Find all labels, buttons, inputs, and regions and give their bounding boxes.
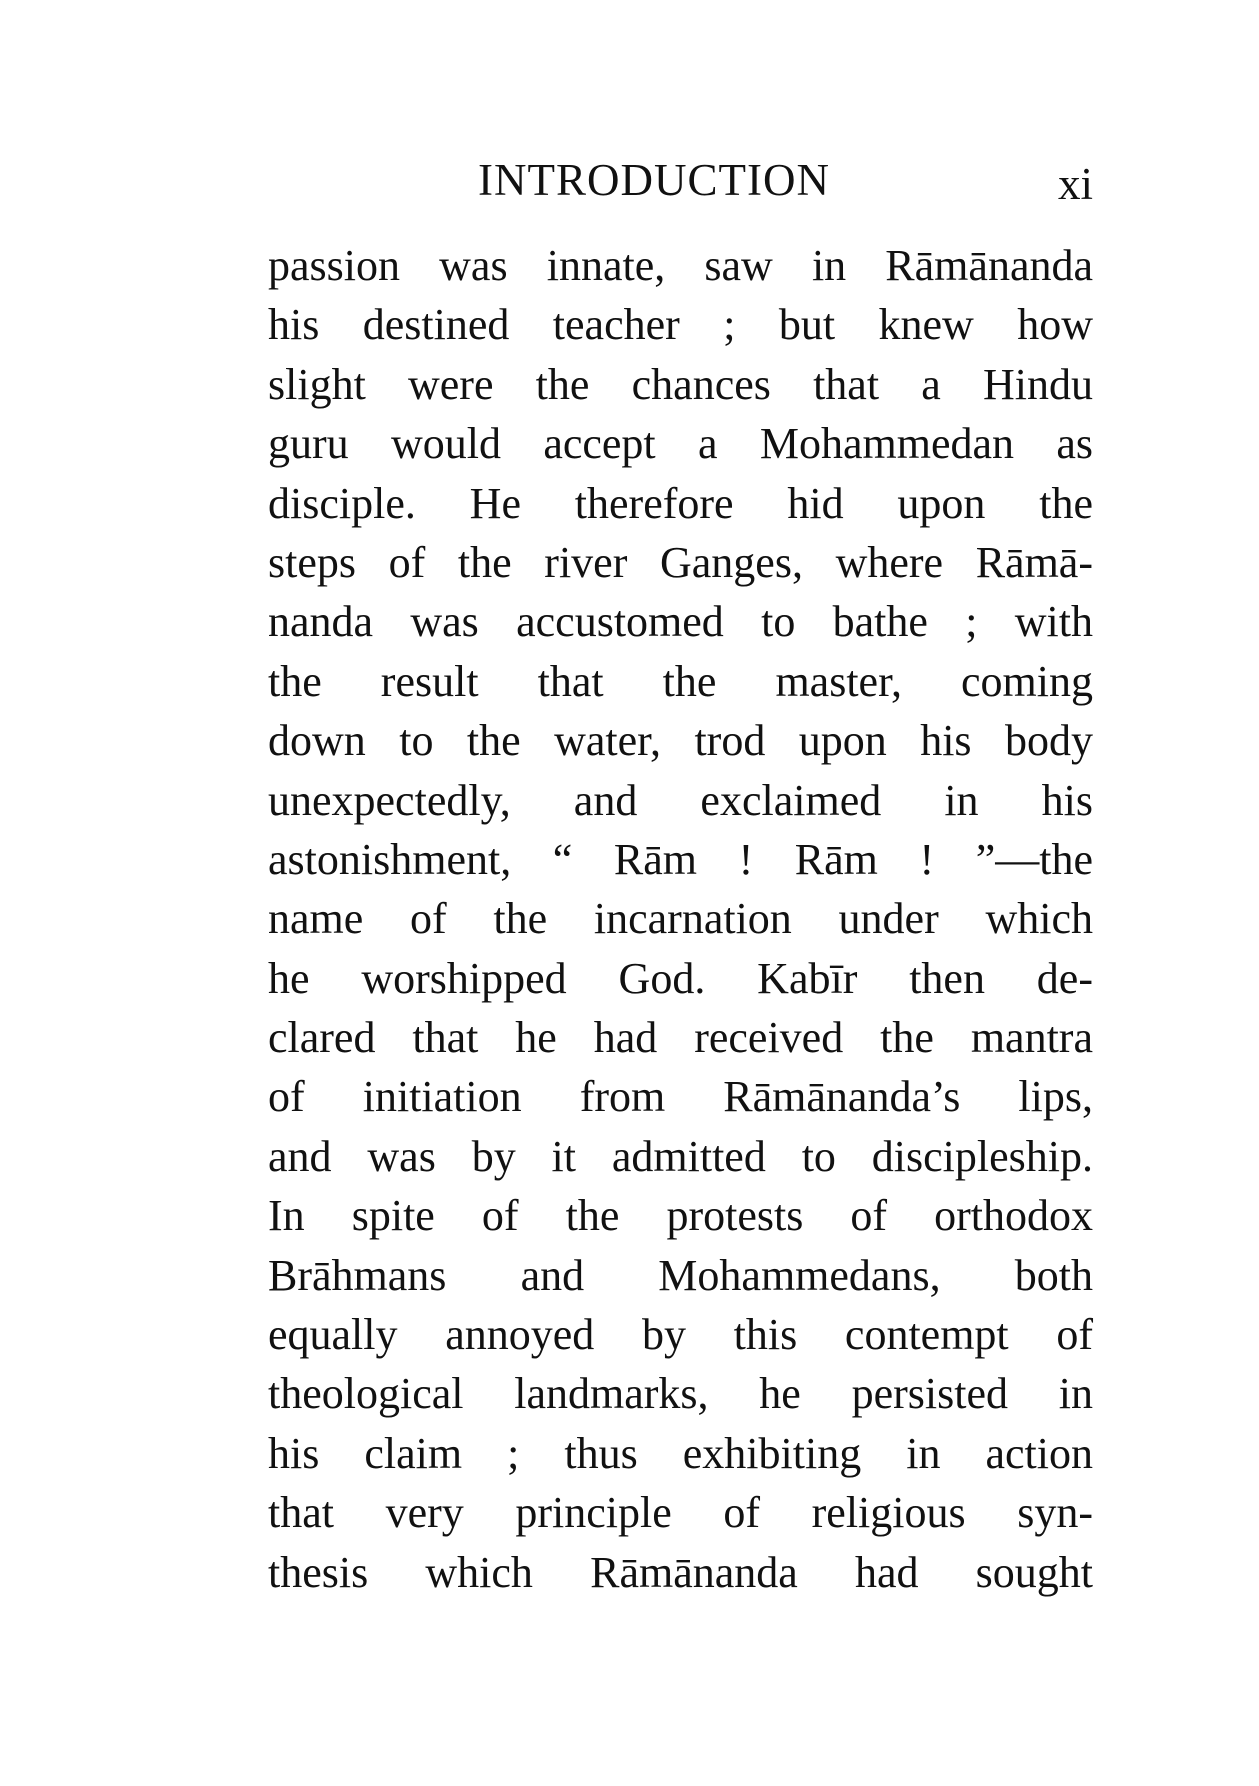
text-line: unexpectedly, and exclaimed in his — [268, 775, 1093, 825]
running-head — [268, 150, 1093, 210]
text-line: passion was innate, saw in Rāmānanda — [268, 241, 1093, 290]
text-line: disciple. He therefore hid upon the — [268, 478, 1093, 528]
text-line: that very principle of religious syn- — [268, 1488, 1093, 1538]
text-line: theological landmarks, he persisted in — [268, 1369, 1093, 1419]
text-line: astonishment, “ Rām ! Rām ! ”—the — [268, 834, 1093, 884]
page-number: xi — [1057, 159, 1093, 209]
running-title: INTRODUCTION — [478, 155, 830, 205]
text-line: guru would accept a Mohammedan as — [268, 419, 1093, 469]
text-line: and was by it admitted to discipleship. — [268, 1131, 1093, 1181]
text-line: Brāhmans and Mohammedans, both — [268, 1250, 1093, 1300]
text-line: In spite of the protests of orthodox — [268, 1191, 1093, 1241]
text-line: slight were the chances that a Hindu — [268, 359, 1093, 409]
text-line: his claim ; thus exhibiting in action — [268, 1428, 1093, 1478]
text-line: equally annoyed by this contempt of — [268, 1310, 1093, 1360]
text-line: the result that the master, coming — [268, 656, 1093, 706]
text-line: down to the water, trod upon his body — [268, 716, 1093, 766]
text-line: steps of the river Ganges, where Rāmā- — [268, 537, 1093, 587]
text-line: he worshipped God. Kabīr then de- — [268, 953, 1093, 1003]
text-line: clared that he had received the mantra — [268, 1013, 1093, 1063]
text-line: of initiation from Rāmānanda’s lips, — [268, 1072, 1093, 1122]
body-text — [268, 236, 1093, 1602]
text-line: nanda was accustomed to bathe ; with — [268, 597, 1093, 647]
text-line: thesis which Rāmānanda had sought — [268, 1547, 1093, 1597]
text-line: his destined teacher ; but knew how — [268, 300, 1093, 350]
text-line: name of the incarnation under which — [268, 894, 1093, 944]
